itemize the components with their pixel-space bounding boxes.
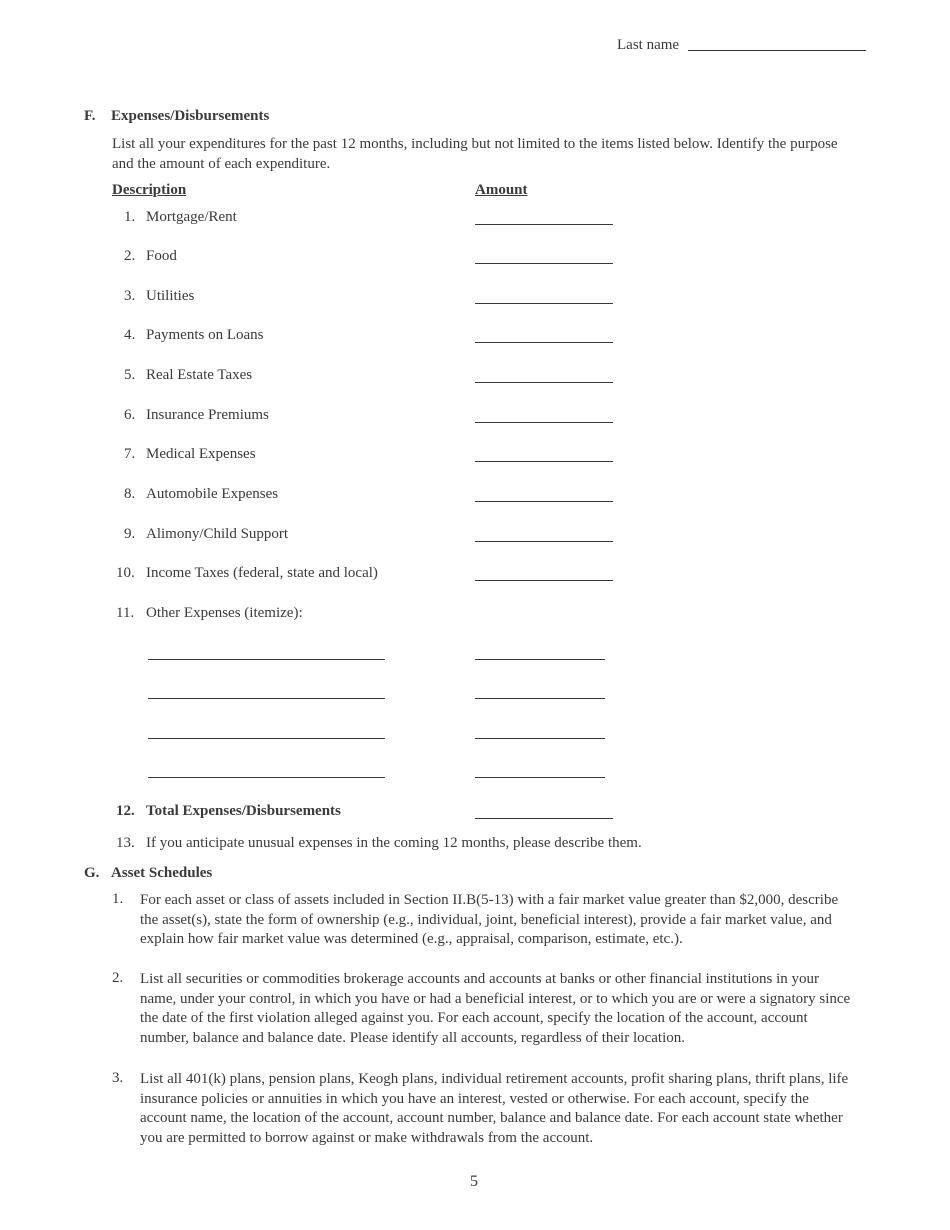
total-amount-field[interactable] — [475, 818, 613, 819]
q13-number: 13. — [116, 835, 135, 851]
other-expense-description-field[interactable] — [148, 698, 385, 699]
item-label: Utilities — [146, 288, 195, 304]
section-f-title: Expenses/Disbursements — [111, 108, 270, 124]
item-number: 1. — [124, 209, 136, 225]
item-label: Automobile Expenses — [146, 486, 279, 502]
item-number: 2. — [124, 248, 136, 264]
item-text: List all securities or commodities brokerage accounts and accounts at banks or other financial institutions in your name, under your control, in which you have or had a beneficial interest, or to which you are or were a signatory since the date of the first violation alleged against you. For each account, specify the location of the account, account number, balance and balance date. Please identify all accounts, regardless of their location. — [140, 971, 851, 1046]
amount-field[interactable] — [475, 342, 613, 343]
section-g-letter: G. — [84, 865, 100, 881]
item-number: 9. — [124, 526, 136, 542]
section-f-intro: List all your expenditures for the past 12 months, including but not limited to the items listed below. Identify the purpose and the amount of each expenditure. — [112, 136, 838, 172]
last-name-label: Last name — [617, 37, 680, 53]
amount-field[interactable] — [475, 303, 613, 304]
item-number: 1. — [112, 891, 124, 907]
item-label: Real Estate Taxes — [146, 367, 253, 383]
other-expense-amount-field[interactable] — [475, 738, 605, 739]
amount-field[interactable] — [475, 263, 613, 264]
item-number: 7. — [124, 446, 136, 462]
item-label: Mortgage/Rent — [146, 209, 237, 225]
item-number: 5. — [124, 367, 136, 383]
item-text: For each asset or class of assets included in Section II.B(5-13) with a fair market value greater than $2,000, describe the asset(s), state the form of ownership (e.g., individual, joint, beneficial interest), provide a fair market value, and explain how fair market value was determined (e.g., appraisal, comparison, estimate, etc.). — [140, 892, 839, 947]
item-label: Medical Expenses — [146, 446, 256, 462]
total-number: 12. — [116, 803, 135, 819]
total-label: Total Expenses/Disbursements — [146, 803, 341, 819]
col-amount-header: Amount — [475, 182, 528, 198]
item-label: Payments on Loans — [146, 327, 264, 343]
item-number: 10. — [116, 565, 135, 581]
amount-field[interactable] — [475, 224, 613, 225]
item-number: 3. — [124, 288, 136, 304]
item-label: Alimony/Child Support — [146, 526, 289, 542]
other-expense-description-field[interactable] — [148, 659, 385, 660]
item-number: 11. — [116, 605, 135, 621]
item-number: 4. — [124, 327, 136, 343]
item-label: Insurance Premiums — [146, 407, 269, 423]
amount-field[interactable] — [475, 501, 613, 502]
section-f-letter: F. — [84, 108, 96, 124]
amount-field[interactable] — [475, 541, 613, 542]
page-number: 5 — [470, 1173, 478, 1190]
section-g-title: Asset Schedules — [111, 865, 213, 881]
q13-text: If you anticipate unusual expenses in the coming 12 months, please describe them. — [146, 835, 642, 851]
item-text: List all 401(k) plans, pension plans, Keogh plans, individual retirement accounts, profit sharing plans, thrift plans, life insurance policies or annuities in which you have an interest, vested or otherwise. For each account, specify the account name, the location of the account, account number, balance and balance date. For each account state whether you are permitted to borrow against or make withdrawals from the account. — [140, 1071, 849, 1146]
item-label: Income Taxes (federal, state and local) — [146, 565, 378, 581]
other-expense-amount-field[interactable] — [475, 659, 605, 660]
item-number: 2. — [112, 970, 124, 986]
other-expense-amount-field[interactable] — [475, 698, 605, 699]
item-number: 8. — [124, 486, 136, 502]
amount-field[interactable] — [475, 422, 613, 423]
other-expense-description-field[interactable] — [148, 777, 385, 778]
amount-field[interactable] — [475, 580, 613, 581]
item-number: 6. — [124, 407, 136, 423]
item-number: 3. — [112, 1070, 124, 1086]
item-label: Food — [146, 248, 177, 264]
col-description-header: Description — [112, 182, 187, 198]
amount-field[interactable] — [475, 461, 613, 462]
amount-field[interactable] — [475, 382, 613, 383]
other-expense-amount-field[interactable] — [475, 777, 605, 778]
last-name-field[interactable] — [688, 50, 866, 51]
other-expense-description-field[interactable] — [148, 738, 385, 739]
item-label: Other Expenses (itemize): — [146, 605, 303, 621]
